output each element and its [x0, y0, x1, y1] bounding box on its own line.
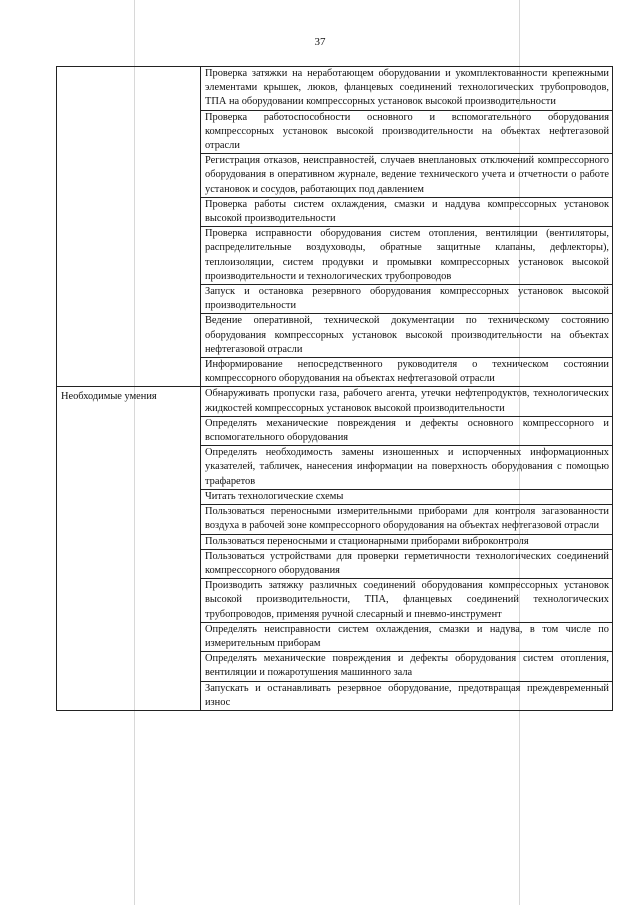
description-cell	[201, 622, 613, 651]
description-text: Определять неисправности систем охлаждения, смазки и надува, в том числе по измерительным приборам	[205, 623, 609, 649]
description-cell	[201, 67, 613, 111]
description-cell	[201, 549, 613, 578]
section-label-cell	[57, 67, 201, 387]
description-text: Определять механические повреждения и дефекты оборудования систем отопления, вентиляции и пожаротушения машинного зала	[205, 653, 609, 679]
professional-standard-table	[56, 66, 613, 711]
description-cell	[201, 681, 613, 710]
description-text: Проверка работоспособности основного и вспомогательного оборудования компрессорных установок высокой производительности на объектах нефтегазовой отрасли	[205, 111, 609, 152]
page-number: 37	[314, 36, 326, 48]
description-cell	[201, 489, 613, 504]
description-text: Регистрация отказов, неисправностей, случаев внеплановых отключений компрессорного оборудования в оперативном журнале, ведение технического учета и отчетности о работе установок и сосудов, работающих под давлением	[205, 155, 609, 195]
description-text: Определять механические повреждения и дефекты основного компрессорного и вспомогательного оборудования	[205, 417, 609, 444]
description-text: Информирование непосредственного руководителя о техническом состоянии компрессорного оборудования на объектах нефтегазовой отрасли	[205, 359, 609, 385]
description-text: Запуск и остановка резервного оборудования компрессорных установок высокой производительности	[205, 286, 609, 312]
description-cell	[201, 534, 613, 549]
description-text: Проверка исправности оборудования систем отопления, вентиляции (вентиляторы, распределительные воздуховоды, обратные защитные клапаны, дефлекторы), теплоизоляции, систем продувки и промывки компрессорных установок высокой производительности и технологических трубопроводов	[205, 228, 609, 282]
description-cell	[201, 285, 613, 314]
description-text: Пользоваться переносными измерительными приборами для контроля загазованности воздуха в рабочей зоне компрессорного оборудования на объектах нефтегазовой отрасли	[205, 506, 609, 532]
description-text: Производить затяжку различных соединений оборудования компрессорных установок высокой производительности, ТПА, фланцевых соединений технологических трубопроводов, применяя ручной слесарный и пневмо-инструмент	[205, 580, 609, 620]
description-cell	[201, 227, 613, 285]
description-text: Определять необходимость замены изношенных и испорченных информационных указателей, табличек, нанесения информации на поверхность оборудования с помощью трафаретов	[205, 447, 609, 487]
description-cell	[201, 446, 613, 490]
table-row	[57, 67, 613, 111]
description-cell	[201, 314, 613, 358]
description-cell	[201, 579, 613, 623]
description-text: Читать технологические схемы	[205, 490, 344, 502]
section-label	[61, 67, 197, 70]
description-cell	[201, 652, 613, 681]
table-row	[57, 387, 613, 416]
description-cell	[201, 197, 613, 226]
description-text: Проверка затяжки на неработающем оборудовании и укомплектованности крепежными элементами крышек, люков, фланцевых соединений технологических трубопроводов, ТПА на оборудовании компрессорных установок высокой производительности	[205, 68, 609, 108]
description-text: Запускать и останавливать резервное оборудование, предотвращая преждевременный износ	[205, 682, 609, 708]
description-text: Ведение оперативной, технической документации по техническому состоянию оборудования компрессорных установок высокой производительности на объектах нефтегазовой отрасли	[205, 315, 609, 355]
description-cell	[201, 387, 613, 416]
description-cell	[201, 505, 613, 534]
description-text: Пользоваться устройствами для проверки герметичности технологических соединений компрессорного оборудования	[205, 550, 609, 576]
description-cell	[201, 358, 613, 387]
description-cell	[201, 154, 613, 198]
description-cell	[201, 416, 613, 445]
description-cell	[201, 110, 613, 154]
description-text: Обнаруживать пропуски газа, рабочего агента, утечки нефтепродуктов, технологических жидкостей компрессорных установок высокой производительности	[205, 388, 609, 414]
section-label-cell	[57, 387, 201, 710]
section-label: Необходимые умения	[61, 391, 157, 403]
description-text: Пользоваться переносными и стационарными приборами виброконтроля	[205, 535, 529, 547]
description-text: Проверка работы систем охлаждения, смазки и наддува компрессорных установок высокой производительности	[205, 198, 609, 225]
